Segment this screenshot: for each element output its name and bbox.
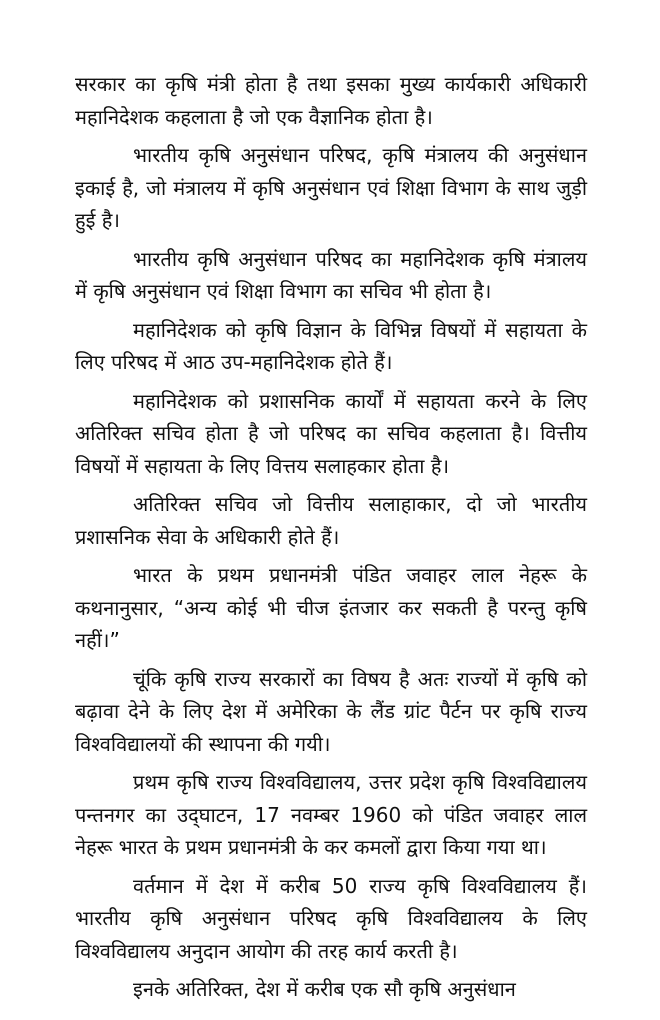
paragraph-1: सरकार का कृषि मंत्री होता है तथा इसका मुख्य कार्यकारी अधिकारी महानिदेशक कहलाता है जो एक वैज्ञानिक होता है। (75, 72, 587, 129)
paragraph-2: भारतीय कृषि अनुसंधान परिषद, कृषि मंत्रालय की अनुसंधान इकाई है, जो मंत्रालय में कृषि अनुसंधान एवं शिक्षा विभाग के साथ जुड़ी हुई है। (75, 143, 587, 232)
paragraph-9: प्रथम कृषि राज्य विश्वविद्यालय, उत्तर प्रदेश कृषि विश्वविद्यालय पन्तनगर का उद्‌घाटन, 17 नवम्बर 1960 को पंडित जवाहर लाल नेहरू भारत के प्रथम प्रधानमंत्री के कर कमलों द्वारा किया गया था। (75, 770, 587, 859)
paragraph-3: भारतीय कृषि अनुसंधान परिषद का महानिदेशक कृषि मंत्रालय में कृषि अनुसंधान एवं शिक्षा विभाग का सचिव भी होता है। (75, 246, 587, 303)
paragraph-10: वर्तमान में देश में करीब 50 राज्य कृषि विश्वविद्यालय हैं। भारतीय कृषि अनुसंधान परिषद कृषि विश्वविद्यालय के लिए विश्वविद्यालय अनुदान आयोग की तरह कार्य करती है। (75, 873, 587, 963)
paragraph-11: इनके अतिरिक्त, देश में करीब एक सौ कृषि अनुसंधान (133, 977, 516, 1001)
paragraph-5: महानिदेशक को प्रशासनिक कार्यों में सहायता करने के लिए अतिरिक्त सचिव होता है जो परिषद का सचिव कहलाता है। वित्तीय विषयों में सहायता के लिए वित्तय सलाहकार होता है। (75, 388, 587, 478)
paragraph-8: चूंकि कृषि राज्य सरकारों का विषय है अतः राज्यों में कृषि को बढ़ावा देने के लिए देश में अमेरिका के लैंड ग्रांट पैर्टन पर कृषि राज्य विश्वविद्यालयों की स्थापना की गयी। (75, 666, 587, 756)
paragraph-6: अतिरिक्त सचिव जो वित्तीय सलाहाकार, दो जो भारतीय प्रशासनिक सेवा के अधिकारी होते हैं। (75, 492, 587, 549)
document-page (75, 68, 587, 1006)
paragraph-7: भारत के प्रथम प्रधानमंत्री पंडित जवाहर लाल नेहरू के कथनानुसार, “अन्य कोई भी चीज इंतजार कर सकती है परन्तु कृषि नहीं।” (75, 563, 587, 652)
paragraph-4: महानिदेशक को कृषि विज्ञान के विभिन्न विषयों में सहायता के लिए परिषद में आठ उप-महानिदेशक होते हैं। (75, 317, 587, 374)
